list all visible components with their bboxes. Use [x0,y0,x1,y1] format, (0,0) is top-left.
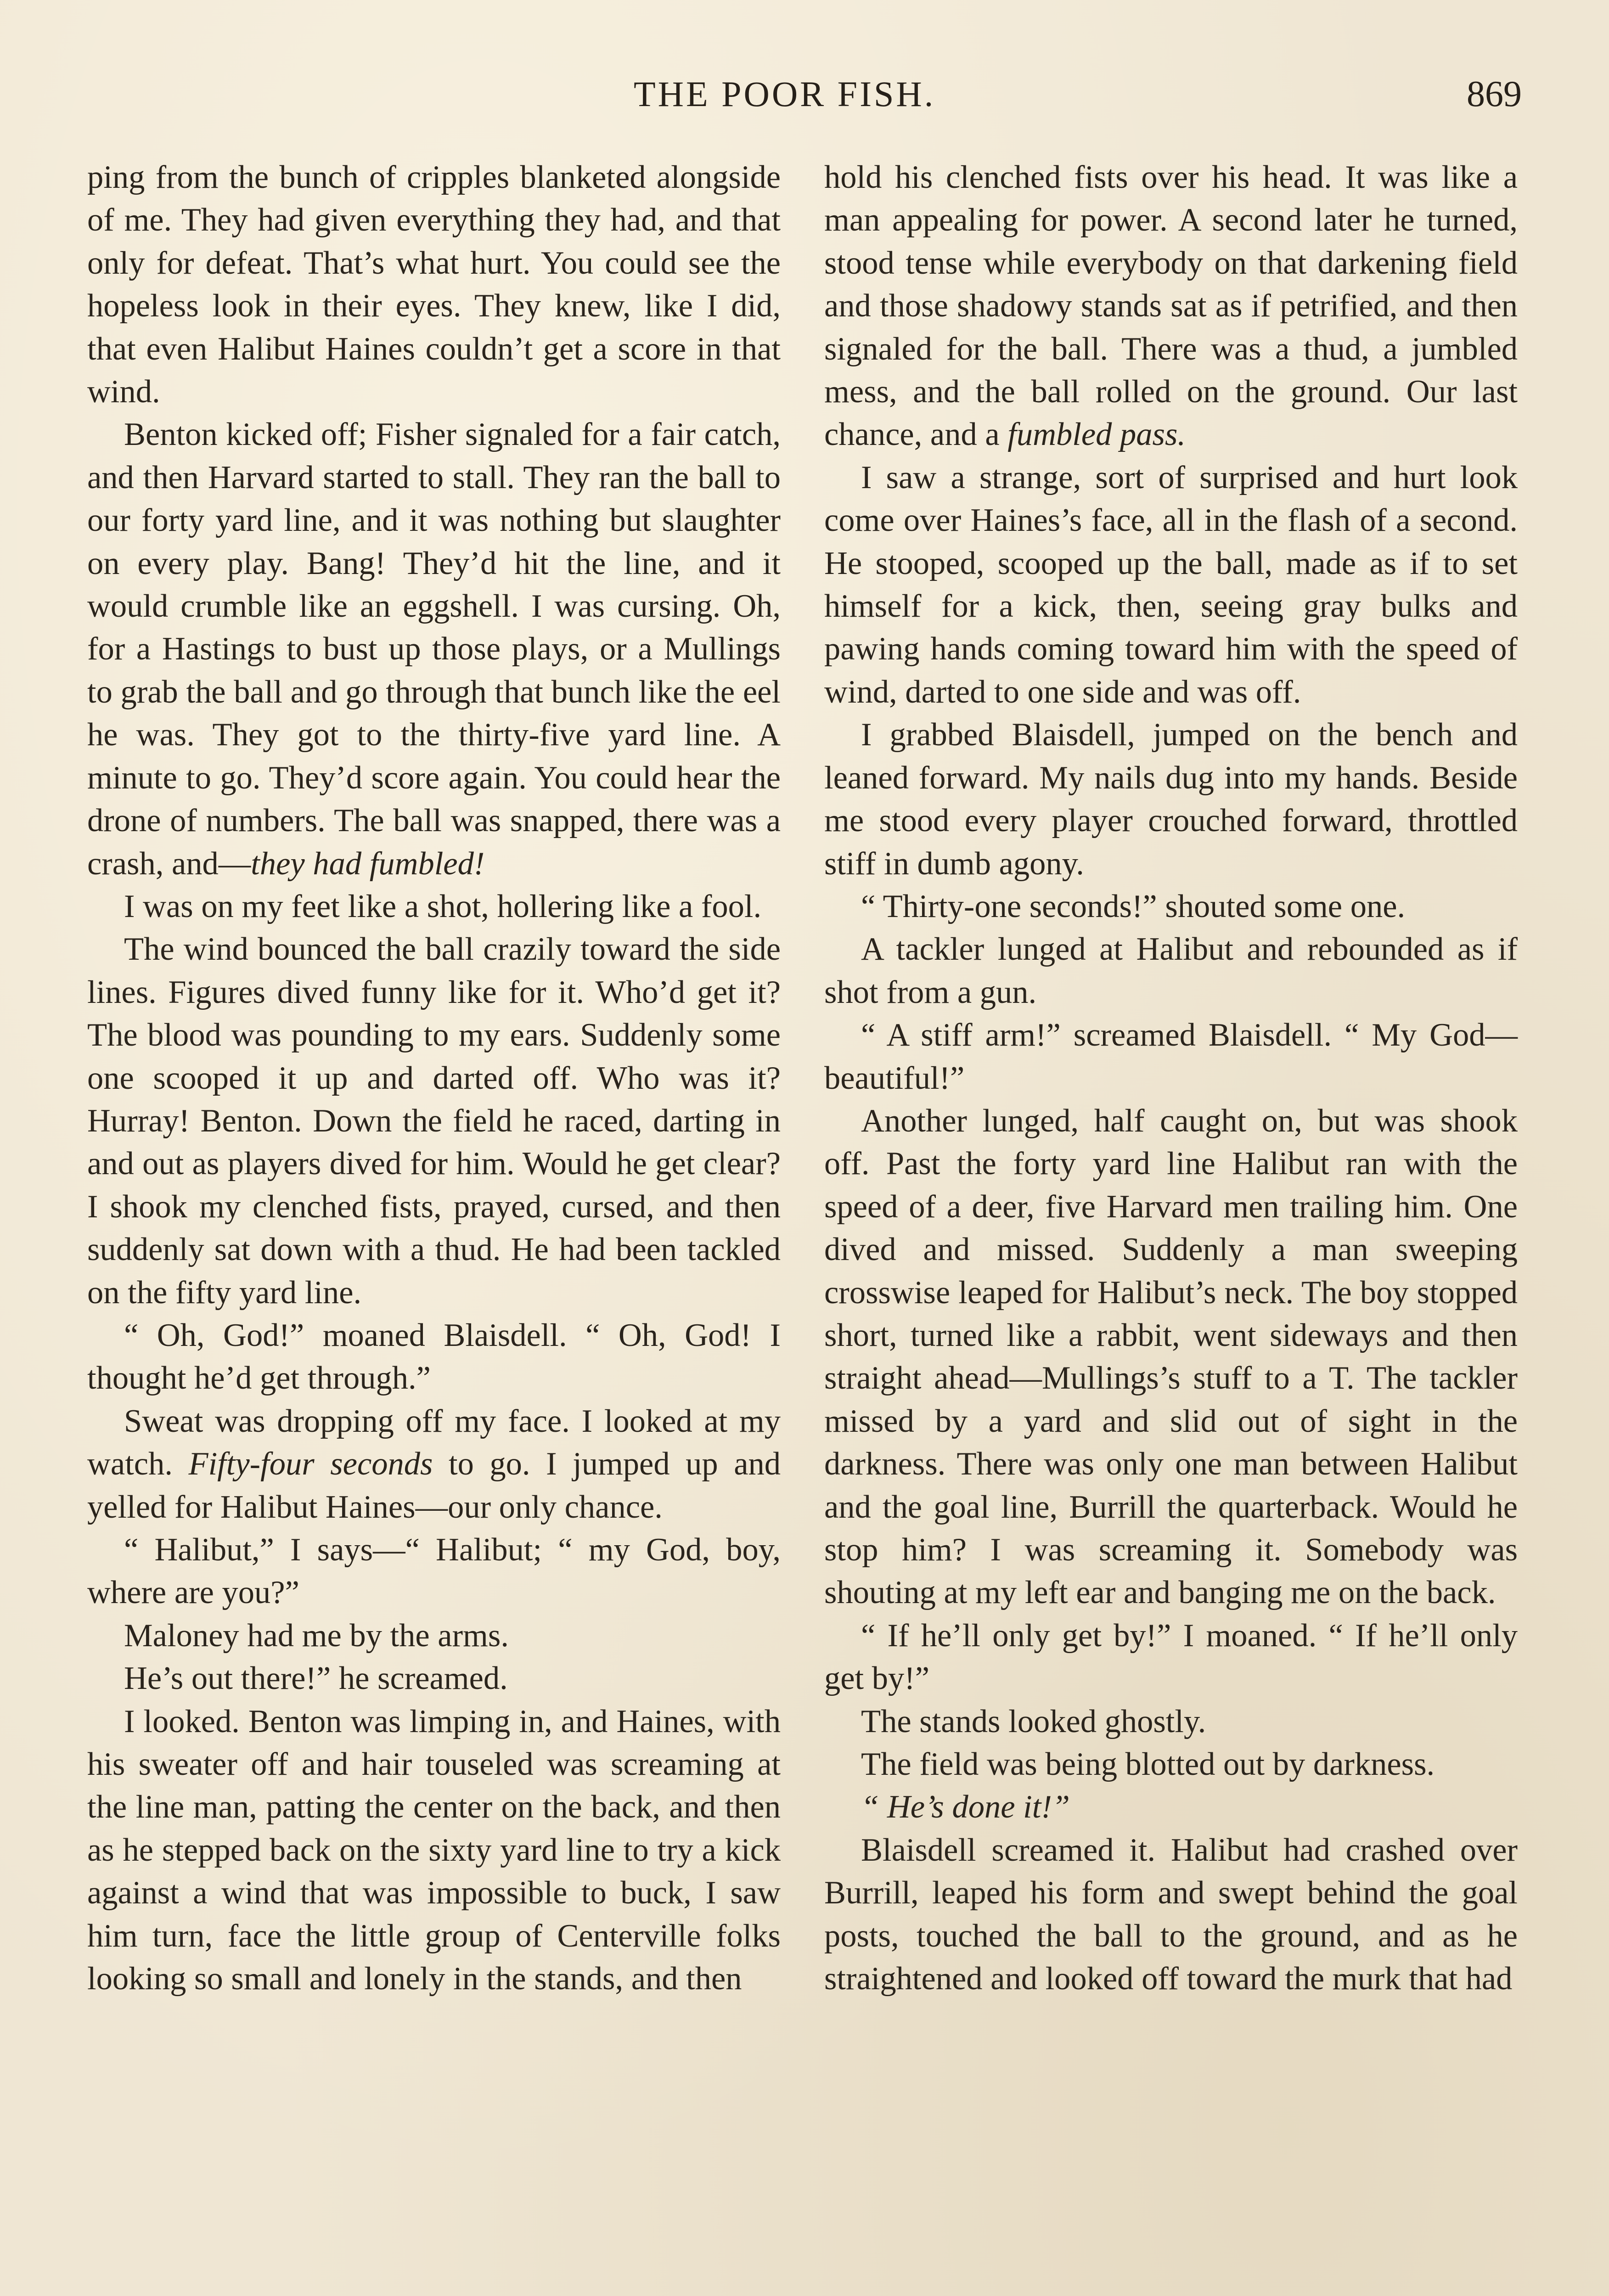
left-text-column [87,156,781,2000]
page-number: 869 [1467,74,1522,114]
text-run: hold his clenched fists over his head. It was like a man appealing for power. A second later he turned, stood tense while everybody on that darkening field and those shadowy stands sat as if petrified, and then signaled for the ball. There was a thud, a jumbled mess, and the ball rolled on the ground. Our last chance, and a [824,159,1518,453]
paragraph [87,928,781,1314]
text-run: The stands looked ghostly. [861,1703,1206,1739]
paragraph [824,1786,1518,1829]
paragraph [87,156,781,413]
paragraph [824,885,1518,928]
text-run: I saw a strange, sort of surprised and hurt look come over Haines’s face, all in the flash of a second. He stooped, scooped up the ball, made as if to set himself for a kick, then, seeing gray bulks and pawing hands coming toward him with the speed of wind, darted to one side and was off. [824,459,1518,710]
text-run: Another lunged, half caught on, but was shook off. Past the forty yard line Halibut ran with the speed of a deer, five Harvard men trailing him. One dived and missed. Suddenly a man sweeping crosswise leaped for Halibut’s neck. The boy stopped short, turned like a rabbit, went sideways and then straight ahead—Mullings’s stuff to a T. The tackler missed by a yard and slid out of sight in the darkness. There was only one man between Halibut and the goal line, Burrill the quarterback. Would he stop him? I was screaming it. Somebody was shouting at my left ear and banging me on the back. [824,1103,1518,1611]
paragraph [824,1615,1518,1700]
text-run: “ Oh, God!” moaned Blaisdell. “ Oh, God! I thought he’d get through.” [87,1317,781,1396]
paragraph [824,1829,1518,2001]
italic-text: fumbled pass. [1007,416,1186,453]
right-text-column [824,156,1518,2000]
running-title: THE POOR FISH. [634,74,936,114]
text-run: “ Thirty-one seconds!” shouted some one. [861,888,1406,924]
paragraph [87,1615,781,1657]
text-run: A tackler lunged at Halibut and rebounded as if shot from a gun. [824,931,1518,1010]
paragraph [87,1700,781,2001]
paragraph [824,714,1518,885]
paragraph [87,1314,781,1400]
paragraph [824,1700,1518,1743]
paragraph [824,1014,1518,1100]
paragraph [824,156,1518,456]
text-run: I looked. Benton was limping in, and Haines, with his sweater off and hair touseled was screaming at the line man, patting the center on the back, and then as he stepped back on the sixty yard line to try a kick against a wind that was impossible to buck, I saw him turn, face the little group of Centerville folks looking so small and lonely in the stands, and then [87,1703,781,1997]
paragraph [824,1100,1518,1615]
paragraph [87,1657,781,1700]
text-run: Maloney had me by the arms. [124,1617,509,1654]
italic-text: they had fumbled! [251,845,485,882]
text-run: “ Halibut,” I says—“ Halibut; “ my God, boy, where are you?” [87,1532,781,1611]
paragraph [824,928,1518,1014]
text-run: I grabbed Blaisdell, jumped on the bench and leaned forward. My nails dug into my hands. Beside me stood every player crouched forward, throttled stiff in dumb agony. [824,717,1518,882]
paragraph [824,456,1518,714]
paragraph [87,1400,781,1529]
text-run: He’s out there!” he screamed. [124,1660,508,1697]
italic-text: “ He’s done it!” [861,1789,1070,1825]
paragraph [824,1743,1518,1786]
paragraph [87,413,781,885]
text-run: to go. I jumped up and yelled for Halibut Haines—our only chance. [87,1446,781,1525]
text-run: I was on my feet like a shot, hollering like a fool. [124,888,762,924]
text-run: Benton kicked off; Fisher signaled for a fair catch, and then Harvard started to stall. They ran the ball to our forty yard line, and it was nothing but slaughter on every play. Bang! They’d hit the line, and it would crumble like an eggshell. I was cursing. Oh, for a Hastings to bust up those plays, or a Mullings to grab the ball and go through that bunch like the eel he was. They got to the thirty-five yard line. A minute to go. They’d score again. You could hear the drone of numbers. The ball was snapped, there was a crash, and— [87,416,781,882]
text-run: ping from the bunch of cripples blanketed alongside of me. They had given everything they had, and that only for defeat. That’s what hurt. You could see the hopeless look in their eyes. They knew, like I did, that even Halibut Haines couldn’t get a score in that wind. [87,159,781,410]
text-run: The field was being blotted out by darkness. [861,1746,1435,1783]
paragraph [87,885,781,928]
text-run: Blaisdell screamed it. Halibut had crashed over Burrill, leaped his form and swept behind the goal posts, touched the ball to the ground, and as he straightened and looked off toward the murk that had [824,1832,1518,1997]
text-run: Sweat was dropping off my face. I looked at my watch. [87,1403,781,1482]
text-run: “ If he’ll only get by!” I moaned. “ If he’ll only get by!” [824,1617,1518,1697]
text-run: The wind bounced the ball crazily toward the side lines. Figures dived funny like for it. Who’d get it? The blood was pounding to my ears. Suddenly some one scooped it up and darted off. Who was it? Hurray! Benton. Down the field he raced, darting in and out as players dived for him. Would he get clear? I shook my clenched fists, prayed, cursed, and then suddenly sat down with a thud. He had been tackled on the fifty yard line. [87,931,781,1311]
paragraph [87,1529,781,1615]
text-run: “ A stiff arm!” screamed Blaisdell. “ My God—beautiful!” [824,1017,1518,1096]
italic-text: Fifty-four seconds [188,1446,433,1482]
